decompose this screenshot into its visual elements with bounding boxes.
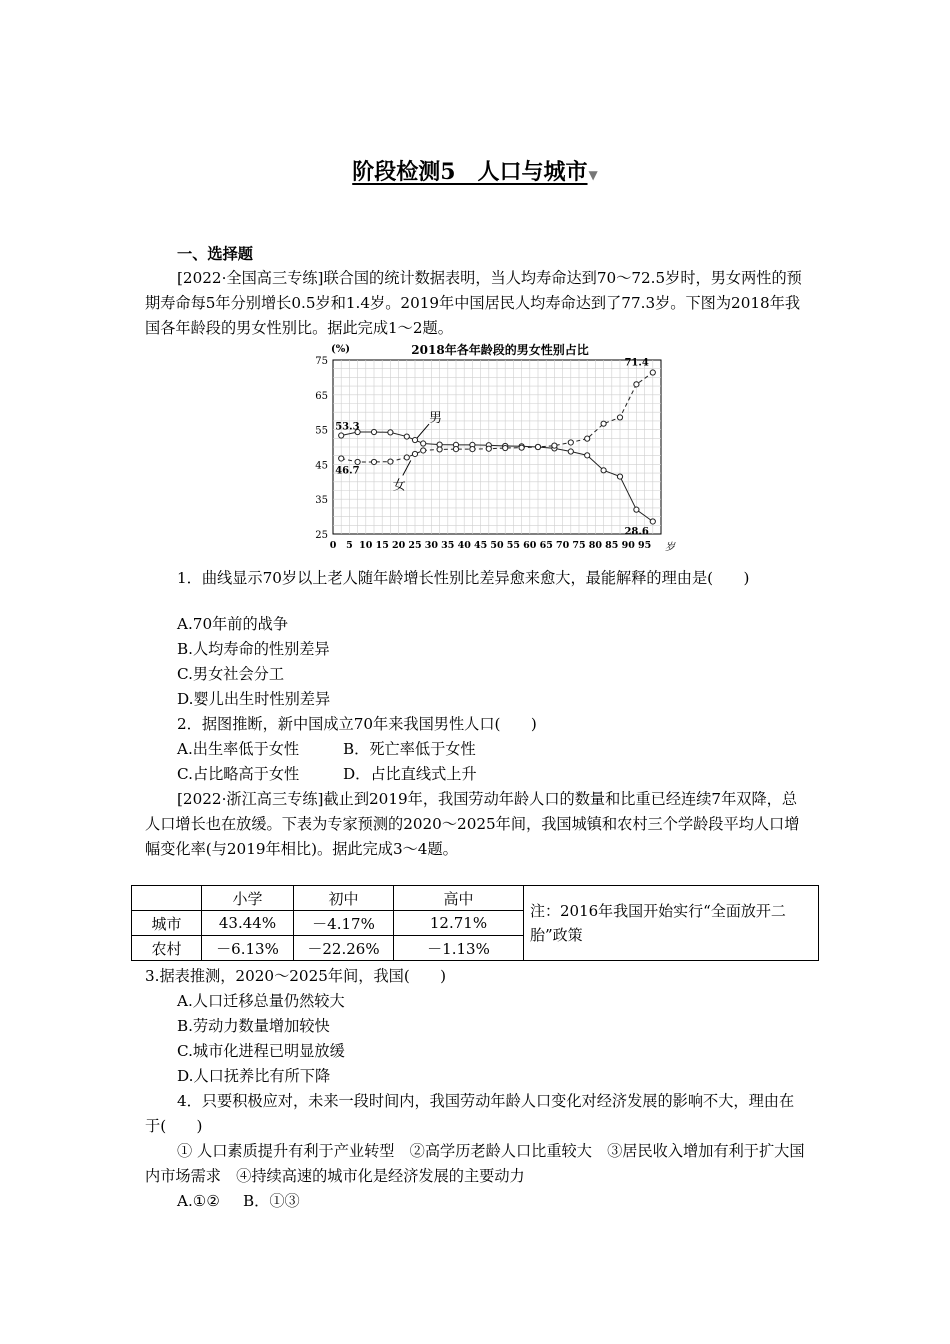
- data-point: [535, 444, 540, 449]
- table-cell: －6.13%: [202, 936, 294, 961]
- dropdown-triangle-icon: ▼: [588, 168, 598, 182]
- data-point: [585, 436, 590, 441]
- data-point: [568, 440, 573, 445]
- q2-option-c[interactable]: C.占比略高于女性: [177, 765, 300, 783]
- data-point: [650, 370, 655, 375]
- data-point: [355, 459, 360, 464]
- sex-ratio-chart: [305, 337, 705, 552]
- value-label: 71.4: [624, 357, 649, 369]
- y-axis-unit: (%): [331, 344, 350, 355]
- x-tick-label: 45: [473, 540, 488, 551]
- y-tick-label: 65: [315, 390, 328, 402]
- data-point: [371, 459, 376, 464]
- data-point: [552, 443, 557, 448]
- y-tick-label: 55: [315, 425, 328, 437]
- data-point: [421, 448, 426, 453]
- x-tick-label: 90: [621, 540, 635, 551]
- x-tick-label: 55: [506, 540, 521, 551]
- q4-stem: 4．只要积极应对，未来一段时间内，我国劳动年龄人口变化对经济发展的影响不大，理由在于( ): [145, 1092, 795, 1135]
- x-tick-label: 5: [346, 540, 353, 551]
- x-tick-label: 0: [329, 540, 337, 551]
- q4-option-a[interactable]: A.①②: [177, 1192, 221, 1210]
- q1-option-d[interactable]: D.婴儿出生时性别差异: [177, 690, 331, 708]
- value-label: 46.7: [335, 465, 360, 477]
- data-point: [371, 429, 376, 434]
- y-tick-label: 25: [315, 530, 328, 541]
- x-tick-label: 20: [391, 540, 406, 551]
- data-point: [470, 446, 475, 451]
- row-label: 城市: [132, 911, 202, 936]
- data-point: [634, 382, 639, 387]
- data-point: [617, 415, 622, 420]
- x-tick-label: 40: [457, 540, 471, 551]
- data-point: [503, 445, 508, 450]
- q1-option-a[interactable]: A.70年前的战争: [177, 615, 289, 633]
- series-label-male: 男: [429, 411, 443, 427]
- table-cell: －4.17%: [294, 911, 394, 936]
- x-tick-label: 60: [523, 540, 537, 551]
- table-header-cell: 初中: [294, 886, 394, 911]
- q3-option-b[interactable]: B.劳动力数量增加较快: [177, 1017, 330, 1035]
- intro-paragraph-1: [2022·全国高三专练]联合国的统计数据表明，当人均寿命达到70～72.5岁时，男女两性的预期寿命每5年分别增长0.5岁和1.4岁。2019年中国居民人均寿命达到了77.3岁。下图为2018年我国各年龄段的男女性别比。据此完成1～2题。: [145, 269, 802, 337]
- q2-option-b[interactable]: B．死亡率低于女性: [343, 740, 476, 758]
- x-tick-label: 80: [588, 540, 603, 551]
- y-tick-label: 75: [315, 356, 328, 367]
- x-tick-label: 65: [539, 540, 553, 551]
- data-point: [601, 421, 606, 426]
- data-point: [519, 445, 524, 450]
- data-point: [388, 430, 393, 435]
- data-point: [617, 474, 622, 479]
- x-tick-label: 75: [572, 540, 586, 551]
- section-heading: 一、选择题: [177, 245, 253, 263]
- q1-stem: 1．曲线显示70岁以上老人随年龄增长性别比差异愈来愈大，最能解释的理由是( ): [177, 569, 750, 587]
- q2-option-a[interactable]: A.出生率低于女性: [177, 740, 300, 758]
- data-point: [486, 446, 491, 451]
- table-cell: 12.71%: [394, 911, 524, 936]
- table-cell: －22.26%: [294, 936, 394, 961]
- data-point: [601, 468, 606, 473]
- data-point: [650, 519, 655, 524]
- q3-stem: 3.据表推测，2020～2025年间，我国( ): [145, 967, 447, 985]
- population-change-table: [131, 885, 819, 961]
- data-point: [453, 446, 458, 451]
- data-point: [404, 434, 409, 439]
- x-tick-label: 85: [605, 540, 619, 551]
- x-tick-label: 10: [359, 540, 373, 551]
- x-tick-label: 25: [408, 540, 422, 551]
- data-point: [388, 459, 393, 464]
- data-point: [404, 455, 409, 460]
- page-title: 阶段检测5 人口与城市▼: [352, 159, 598, 185]
- table-header-row: [132, 886, 819, 911]
- x-tick-label: 70: [555, 540, 570, 551]
- table-cell: 43.44%: [202, 911, 294, 936]
- q1-option-b[interactable]: B.人均寿命的性别差异: [177, 640, 330, 658]
- x-tick-label: 35: [441, 540, 455, 551]
- data-point: [339, 433, 344, 438]
- data-point: [585, 453, 590, 458]
- row-label: 农村: [132, 936, 202, 961]
- table-header-cell: [132, 886, 202, 911]
- q3-option-a[interactable]: A.人口迁移总量仍然较大: [177, 992, 345, 1010]
- x-tick-label: 95: [637, 540, 652, 551]
- x-axis-unit: 岁: [665, 542, 675, 552]
- x-tick-label: 30: [424, 540, 439, 551]
- data-point: [412, 437, 417, 442]
- y-tick-label: 45: [315, 460, 328, 472]
- table-cell: －1.13%: [394, 936, 524, 961]
- data-point: [634, 507, 639, 512]
- data-point: [421, 441, 426, 446]
- y-tick-label: 35: [315, 495, 328, 507]
- q4-statements: ① 人口素质提升有利于产业转型 ②高学历老龄人口比重较大 ③居民收入增加有利于扩大国内市场需求 ④持续高速的城市化是经济发展的主要动力: [145, 1142, 805, 1185]
- data-point: [568, 449, 573, 454]
- value-label: 28.6: [624, 526, 649, 538]
- q4-option-b[interactable]: B．①③: [243, 1192, 300, 1210]
- intro-paragraph-2: [2022·浙江高三专练]截止到2019年，我国劳动年龄人口的数量和比重已经连续7年双降，总人口增长也在放缓。下表为专家预测的2020～2025年间，我国城镇和农村三个学龄段平均人口增幅变化率(与2019年相比)。据此完成3～4题。: [145, 790, 800, 858]
- data-point: [437, 447, 442, 452]
- data-point: [412, 451, 417, 456]
- table-note: 注：2016年我国开始实行“全面放开二胎”政策: [524, 886, 819, 961]
- q3-option-d[interactable]: D.人口抚养比有所下降: [177, 1067, 331, 1085]
- q2-option-d[interactable]: D．占比直线式上升: [343, 765, 477, 783]
- table-header-cell: 高中: [394, 886, 524, 911]
- series-label-female: 女: [392, 478, 406, 494]
- data-point: [339, 456, 344, 461]
- chart-title: 2018年各年龄段的男女性别占比: [411, 343, 589, 357]
- value-label: 53.3: [335, 421, 360, 433]
- q3-option-c[interactable]: C.城市化进程已明显放缓: [177, 1042, 345, 1060]
- q2-stem: 2．据图推断，新中国成立70年来我国男性人口( ): [177, 715, 537, 733]
- table-header-cell: 小学: [202, 886, 294, 911]
- x-tick-label: 50: [490, 540, 504, 551]
- q1-option-c[interactable]: C.男女社会分工: [177, 665, 285, 683]
- x-tick-label: 15: [375, 540, 389, 551]
